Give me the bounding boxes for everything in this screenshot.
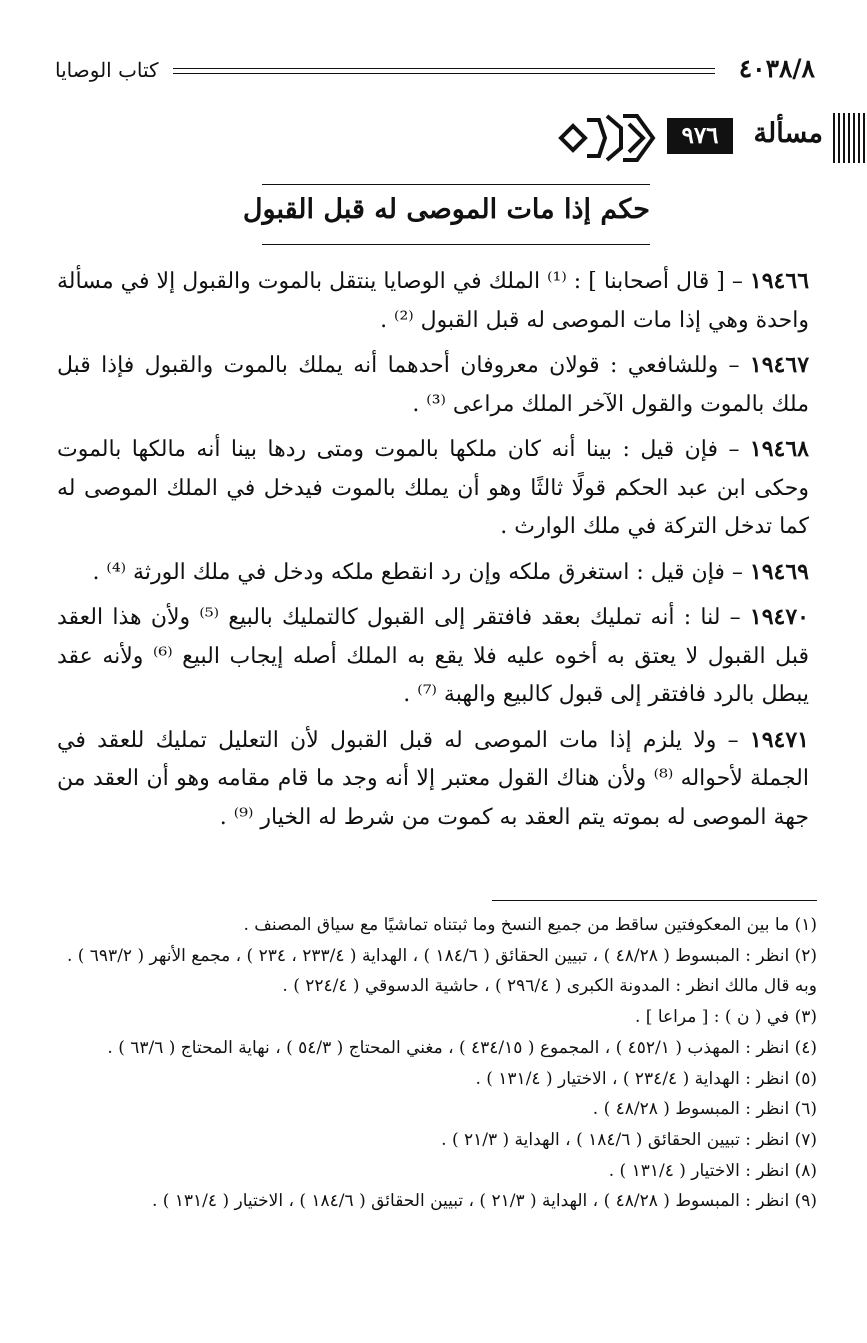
- masala-label: مسألة: [753, 118, 823, 149]
- paragraph-number: ١٩٤٧١: [749, 726, 809, 753]
- paragraph-number: ١٩٤٧٠: [749, 604, 809, 630]
- paragraph: [57, 598, 809, 715]
- paragraph-number: ١٩٤٦٨: [749, 436, 809, 462]
- masala-banner: [560, 108, 867, 166]
- running-header: [55, 52, 815, 92]
- paragraph-text: – وللشافعي : قولان معروفان أحدهما أنه يملك بالموت والقبول فإذا قبل ملك بالموت والقول الآخر الملك مراعى ⁽³⁾ .: [57, 353, 809, 417]
- footnote: (٩) انظر : المبسوط ( ٤٨/٢٨ ) ، الهداية ( ٢١/٣ ) ، تبيين الحقائق ( ١٨٤/٦ ) ، الاختيار ( ١٣١/٤ ) .: [151, 1191, 817, 1212]
- paragraph: [57, 721, 809, 838]
- footnote: (٧) انظر : تبيين الحقائق ( ١٨٤/٦ ) ، الهداية ( ٢١/٣ ) .: [441, 1129, 817, 1150]
- paragraph: [57, 346, 809, 424]
- paragraph-text: – فإن قيل : بينا أنه كان ملكها بالموت ومتى ردها بينا أنه مالكها بالموت وحكى ابن عبد الحكم قولًا ثالثًا وهو أن يملك بالموت فيدخل في الملك الموصى له كما تدخل التركة في ملك الوارث .: [57, 437, 809, 539]
- masala-number-badge: ٩٧٦: [667, 118, 733, 154]
- banner-stripes: [833, 113, 867, 163]
- heading-rule-bottom: [262, 244, 650, 245]
- body-text: [57, 262, 809, 843]
- footnote: (٥) انظر : الهداية ( ٢٣٤/٤ ) ، الاختيار ( ١٣١/٤ ) .: [475, 1068, 817, 1089]
- footnote: (٨) انظر : الاختيار ( ١٣١/٤ ) .: [608, 1160, 817, 1181]
- paragraph-text: – [ قال أصحابنا ] : ⁽¹⁾ الملك في الوصايا ينتقل بالموت والقبول إلا في مسألة واحدة وهي إذا مات الموصى له قبل القبول ⁽²⁾ .: [57, 269, 809, 333]
- page-reference: ٤٠٣٨/٨: [738, 54, 815, 83]
- ornament-icon: [557, 110, 657, 166]
- footnote: (٦) انظر : المبسوط ( ٤٨/٢٨ ) .: [592, 1099, 817, 1120]
- footnote: (٤) انظر : المهذب ( ٤٥٢/١ ) ، المجموع ( ٤٣٤/١٥ ) ، مغني المحتاج ( ٥٤/٣ ) ، نهاية المحتاج ( ٦٣/٦ ) .: [107, 1037, 817, 1058]
- footnote-separator: [492, 900, 817, 901]
- header-double-rule: [173, 68, 715, 74]
- footnote: (٢) انظر : المبسوط ( ٤٨/٢٨ ) ، تبيين الحقائق ( ١٨٤/٦ ) ، الهداية ( ٢٣٣/٤ ، ٢٣٤ ) ، مجمع الأنهر ( ٦٩٣/٢ ) . وبه قال مالك انظر : المدونة الكبرى ( ٢٩٦/٤ ) ، حاشية الدسوقي ( ٢٢٤/٤ ) .: [66, 945, 817, 997]
- paragraph-text: – لنا : أنه تمليك بعقد فافتقر إلى القبول كالتمليك بالبيع ⁽⁵⁾ ولأن هذا العقد قبل القبول لا يعتق به أخوه عليه فلا يقع به الملك أصله إيجاب البيع ⁽⁶⁾ ولأنه عقد يبطل بالرد فافتقر إلى قبول كالبيع والهبة ⁽⁷⁾ .: [57, 605, 809, 707]
- section-heading: حكم إذا مات الموصى له قبل القبول: [242, 194, 650, 225]
- heading-rule-top: [262, 184, 650, 185]
- paragraph-text: – ولا يلزم إذا مات الموصى له قبل القبول لأن التعليل تمليك للعقد في الجملة لأحواله ⁽⁸⁾ ولأن هناك القول معتبر إلا أنه وجد ما قام مقامه وهو أن العقد من جهة الموصى له بموته يتم العقد به كموت من شرط له الخيار ⁽⁹⁾ .: [57, 727, 809, 830]
- book-title: كتاب الوصايا: [55, 58, 159, 82]
- paragraph-number: ١٩٤٦٧: [749, 352, 810, 378]
- footnotes: [52, 910, 817, 1217]
- paragraph: [57, 553, 809, 593]
- footnote: (٣) في ( ن ) : [ مراعا ] .: [634, 1007, 817, 1028]
- paragraph-number: ١٩٤٦٩: [749, 558, 809, 585]
- paragraph-number: ١٩٤٦٦: [749, 268, 810, 294]
- paragraph: [57, 430, 809, 547]
- paragraph-text: – فإن قيل : استغرق ملكه وإن رد انقطع ملكه ودخل في ملك الورثة ⁽⁴⁾ .: [92, 559, 743, 585]
- paragraph: [57, 262, 809, 340]
- footnote: (١) ما بين المعكوفتين ساقط من جميع النسخ وما ثبتناه تماشيًا مع سياق المصنف .: [243, 915, 817, 935]
